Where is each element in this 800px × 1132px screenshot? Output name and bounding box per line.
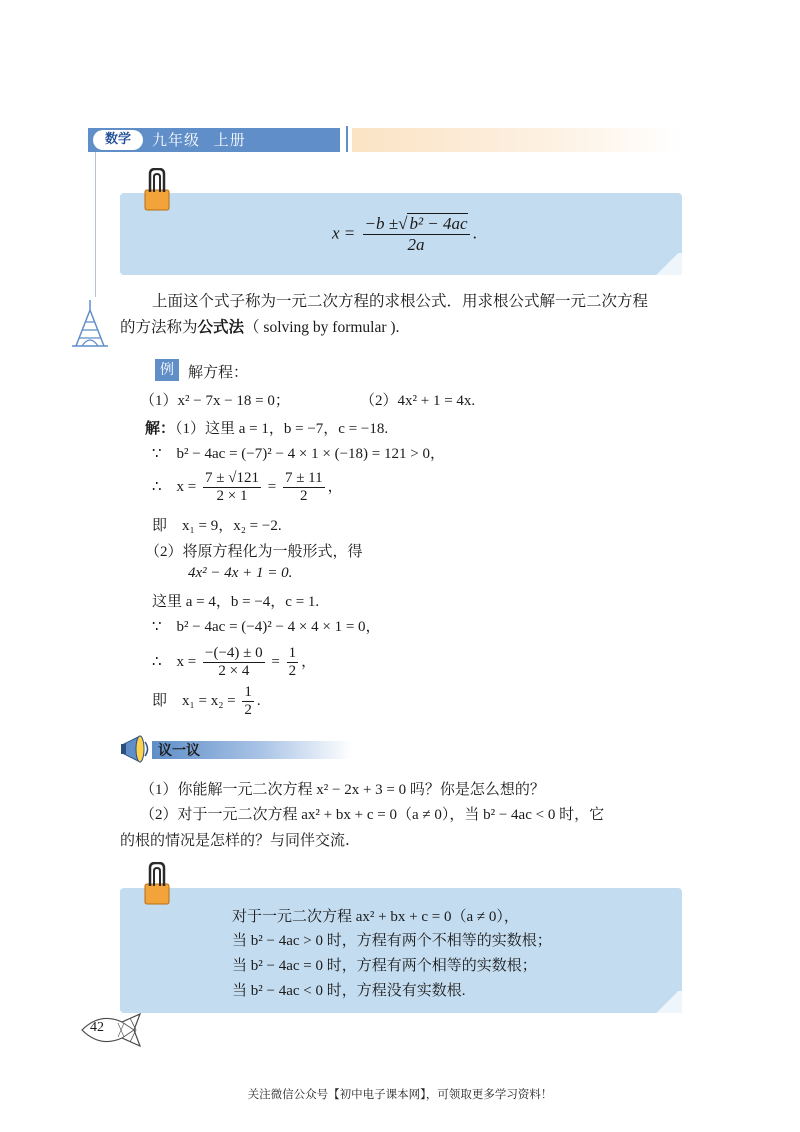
summary-line-4: 当 b² − 4ac < 0 时，方程没有实数根. bbox=[232, 983, 466, 999]
example-title: 解方程： bbox=[188, 363, 249, 381]
solution-1-line-3: ∴ x = $\frac{7 \pm √121}{2 \times 1}$ = $\frac{7 \pm 11}{2}$ ， bbox=[152, 470, 343, 504]
solution-2-line-3: 这里 a = 4，b = −4，c = 1. bbox=[152, 594, 320, 610]
discussion-title: 议一议 bbox=[158, 743, 200, 759]
page-curl bbox=[652, 253, 682, 275]
solution-1-line-2: ∵ b² − 4ac = (−7)² − 4 × 1 × (−18) = 121 > 0， bbox=[152, 446, 445, 462]
solution-2-line-2: 4x² − 4x + 1 = 0. bbox=[188, 565, 293, 581]
term-formula-method: 公式法 bbox=[197, 317, 245, 336]
formula-denominator: 2a bbox=[407, 235, 425, 254]
paragraph-line-2: 的方法称为公式法（ solving by formular ). bbox=[120, 317, 400, 336]
solution-1-line-4: 即 x₁ = 9，x₂ = −2. bbox=[152, 518, 282, 534]
header-title: 九年级 上册 bbox=[152, 131, 246, 149]
formula-lhs: x = bbox=[332, 223, 356, 243]
subject-logo: 数学 bbox=[93, 130, 143, 150]
margin-rule bbox=[95, 152, 96, 297]
page-curl bbox=[652, 991, 682, 1013]
formula-sqrt: b² − 4ac bbox=[409, 214, 468, 233]
header-gradient-band bbox=[352, 128, 682, 152]
summary-line-1: 对于一元二次方程 ax² + bx + c = 0（a ≠ 0）， bbox=[232, 909, 519, 925]
discussion-question-1: （1）你能解一元二次方程 x² − 2x + 3 = 0 吗？你是怎么想的？ bbox=[140, 782, 545, 798]
discussion-question-2-line-2: 的根的情况是怎样的？与同伴交流. bbox=[120, 831, 350, 849]
solution-2-line-6: 即 x₁ = x₂ = $\frac{1}{2}$ . bbox=[152, 684, 261, 718]
solution-2-line-5: ∴ x = $\frac{-(-4) \pm 0}{2 \times 4}$ = $\frac{1}{2}$ ， bbox=[152, 645, 317, 679]
binder-clip-icon bbox=[142, 168, 172, 212]
problem-1: （1）x² − 7x − 18 = 0； bbox=[140, 393, 290, 409]
page-number: 42 bbox=[90, 1020, 104, 1035]
quadratic-formula: x = $\frac{\text{−b ±√ b² − 4ac}}{2a}$ . bbox=[332, 214, 477, 254]
megaphone-icon bbox=[120, 734, 152, 768]
problem-2: （2）4x² + 1 = 4x. bbox=[360, 393, 476, 409]
summary-line-3: 当 b² − 4ac = 0 时，方程有两个相等的实数根； bbox=[232, 958, 537, 974]
formula-period: . bbox=[472, 223, 477, 243]
tower-icon bbox=[70, 300, 110, 352]
summary-line-2: 当 b² − 4ac > 0 时，方程有两个不相等的实数根； bbox=[232, 933, 552, 949]
binder-clip-icon bbox=[142, 862, 172, 906]
header-divider bbox=[346, 126, 348, 152]
solution-2-line-1: （2）将原方程化为一般形式，得 bbox=[145, 544, 363, 560]
solution-1-line-1: 解：（1）这里 a = 1，b = −7，c = −18. bbox=[145, 421, 389, 437]
discussion-question-2-line-1: （2）对于一元二次方程 ax² + bx + c = 0（a ≠ 0），当 b² − 4ac < 0 时，它 bbox=[140, 807, 605, 823]
paragraph-line-1: 上面这个式子称为一元二次方程的求根公式．用求根公式解一元二次方程 bbox=[152, 292, 649, 310]
fish-icon bbox=[78, 1010, 146, 1054]
example-badge: 例 bbox=[155, 359, 179, 381]
solution-2-line-4: ∵ b² − 4ac = (−4)² − 4 × 4 × 1 = 0， bbox=[152, 619, 381, 635]
formula-numerator: −b ± bbox=[364, 214, 399, 233]
footer-note: 关注微信公众号【初中电子课本网】，可领取更多学习资料！ bbox=[247, 1087, 553, 1101]
